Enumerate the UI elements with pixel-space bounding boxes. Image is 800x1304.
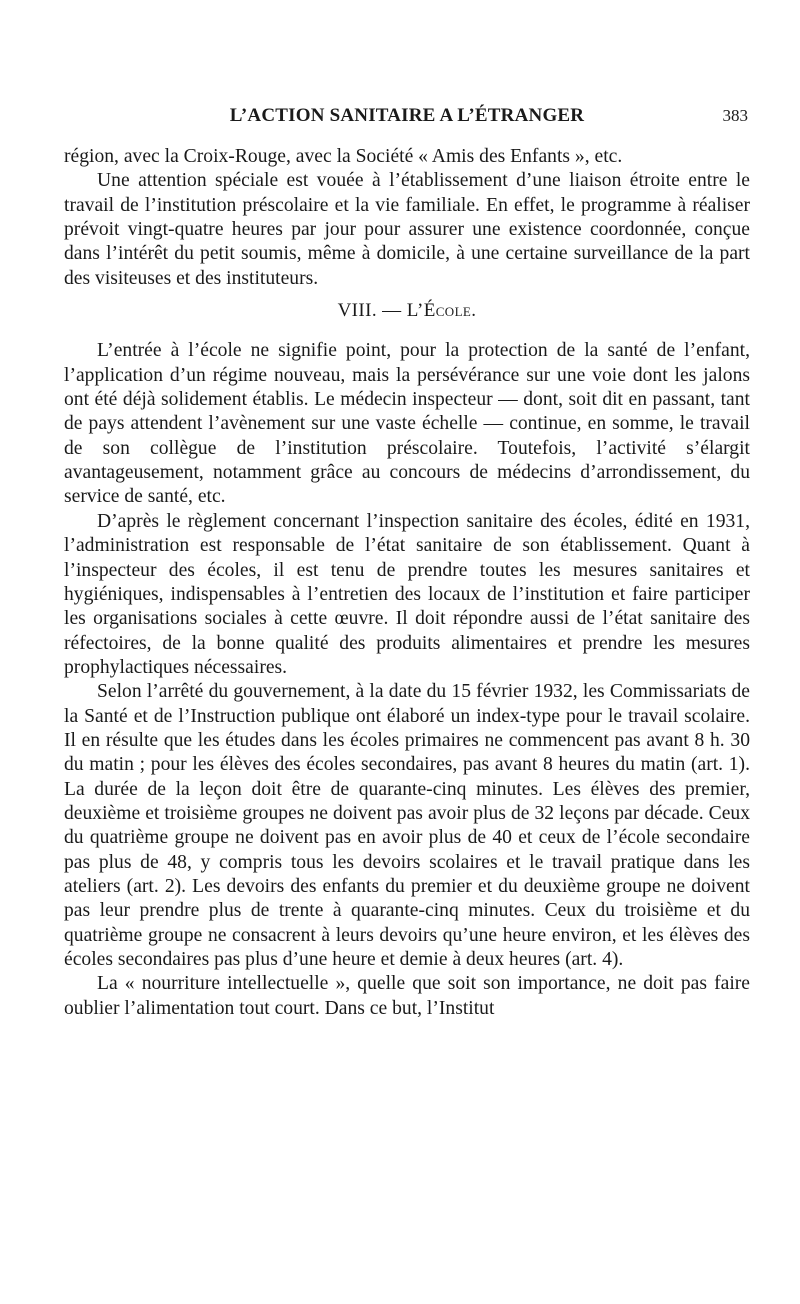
paragraph: Selon l’arrêté du gouvernement, à la date du 15 février 1932, les Commissariats de la Santé et de l’Instruction publique ont élaboré un index-type pour le travail scolaire. Il en résulte que les études dans les écoles primaires ne commencent pas avant 8 h. 30 du matin ; pour les élèves des écoles secondaires, pas avant 8 heures du matin (art. 1). La durée de la leçon doit être de quarante-cinq minutes. Les élèves des premier, deuxième et troisième groupes ne doivent pas avoir plus de 32 leçons par décade. Ceux du quatrième groupe ne doivent pas en avoir plus de 40 et ceux de l’école secondaire pas plus de 48, y compris tous les devoirs scolaires et le travail pratique dans les ateliers (art. 2). Les devoirs des enfants du premier et du deuxième groupe ne doivent pas leur prendre plus de trente à quarante-cinq minutes. Ceux du troisième et du quatrième groupe ne consacrent à leurs devoirs qu’une heure environ, et les élèves des écoles secondaires pas plus d’une heure et demie à deux heures (art. 4). — [64, 681, 750, 970]
section-number: VIII. — — [337, 300, 402, 322]
page-number: 383 — [722, 106, 748, 125]
body-text — [64, 145, 750, 1021]
section-title: L’École. — [406, 300, 477, 322]
paragraph: D’après le règlement concernant l’inspection sanitaire des écoles, édité en 1931, l’administration est responsable de l’état sanitaire de son établissement. Quant à l’inspecteur des écoles, il est tenu de prendre toutes les mesures sanitaires et hygiéniques, indispensables à l’entretien des locaux de l’institution et faire participer les organisations sociales à cette œuvre. Il doit répondre aussi de l’état sanitaire des réfectoires, de la bonne qualité des produits alimentaires et prendre les mesures prophylactiques nécessaires. — [64, 510, 750, 678]
book-page — [64, 0, 750, 1304]
section-heading — [64, 299, 750, 323]
paragraph: Une attention spéciale est vouée à l’établissement d’une liaison étroite entre le travail de l’institution préscolaire et la vie familiale. En effet, le programme à réaliser prévoit vingt-quatre heures par jour pour assurer une existence coordonnée, conçue dans l’intérêt du petit soumis, même à domicile, à une certaine surveillance de la part des visiteuses et des instituteurs. — [64, 170, 750, 289]
paragraph: L’entrée à l’école ne signifie point, pour la protection de la santé de l’enfant, l’application d’un régime nouveau, mais la persévérance sur une voie dont les jalons ont été déjà solidement établis. Le médecin inspecteur — dont, soit dit en passant, tant de pays attendent l’avènement sur une vaste échelle — continue, en somme, le travail de son collègue de l’institution préscolaire. Toutefois, l’activité s’élargit avantageusement, notamment grâce au concours de médecins d’arrondissement, du service de santé, etc. — [64, 340, 750, 508]
running-title: L’ACTION SANITAIRE A L’ÉTRANGER — [229, 105, 585, 126]
paragraph: La « nourriture intellectuelle », quelle que soit son importance, ne doit pas faire oublier l’alimentation tout court. Dans ce but, l’Institut — [64, 973, 750, 1019]
page-header — [64, 101, 750, 131]
paragraph: région, avec la Croix-Rouge, avec la Société « Amis des Enfants », etc. — [64, 146, 623, 167]
